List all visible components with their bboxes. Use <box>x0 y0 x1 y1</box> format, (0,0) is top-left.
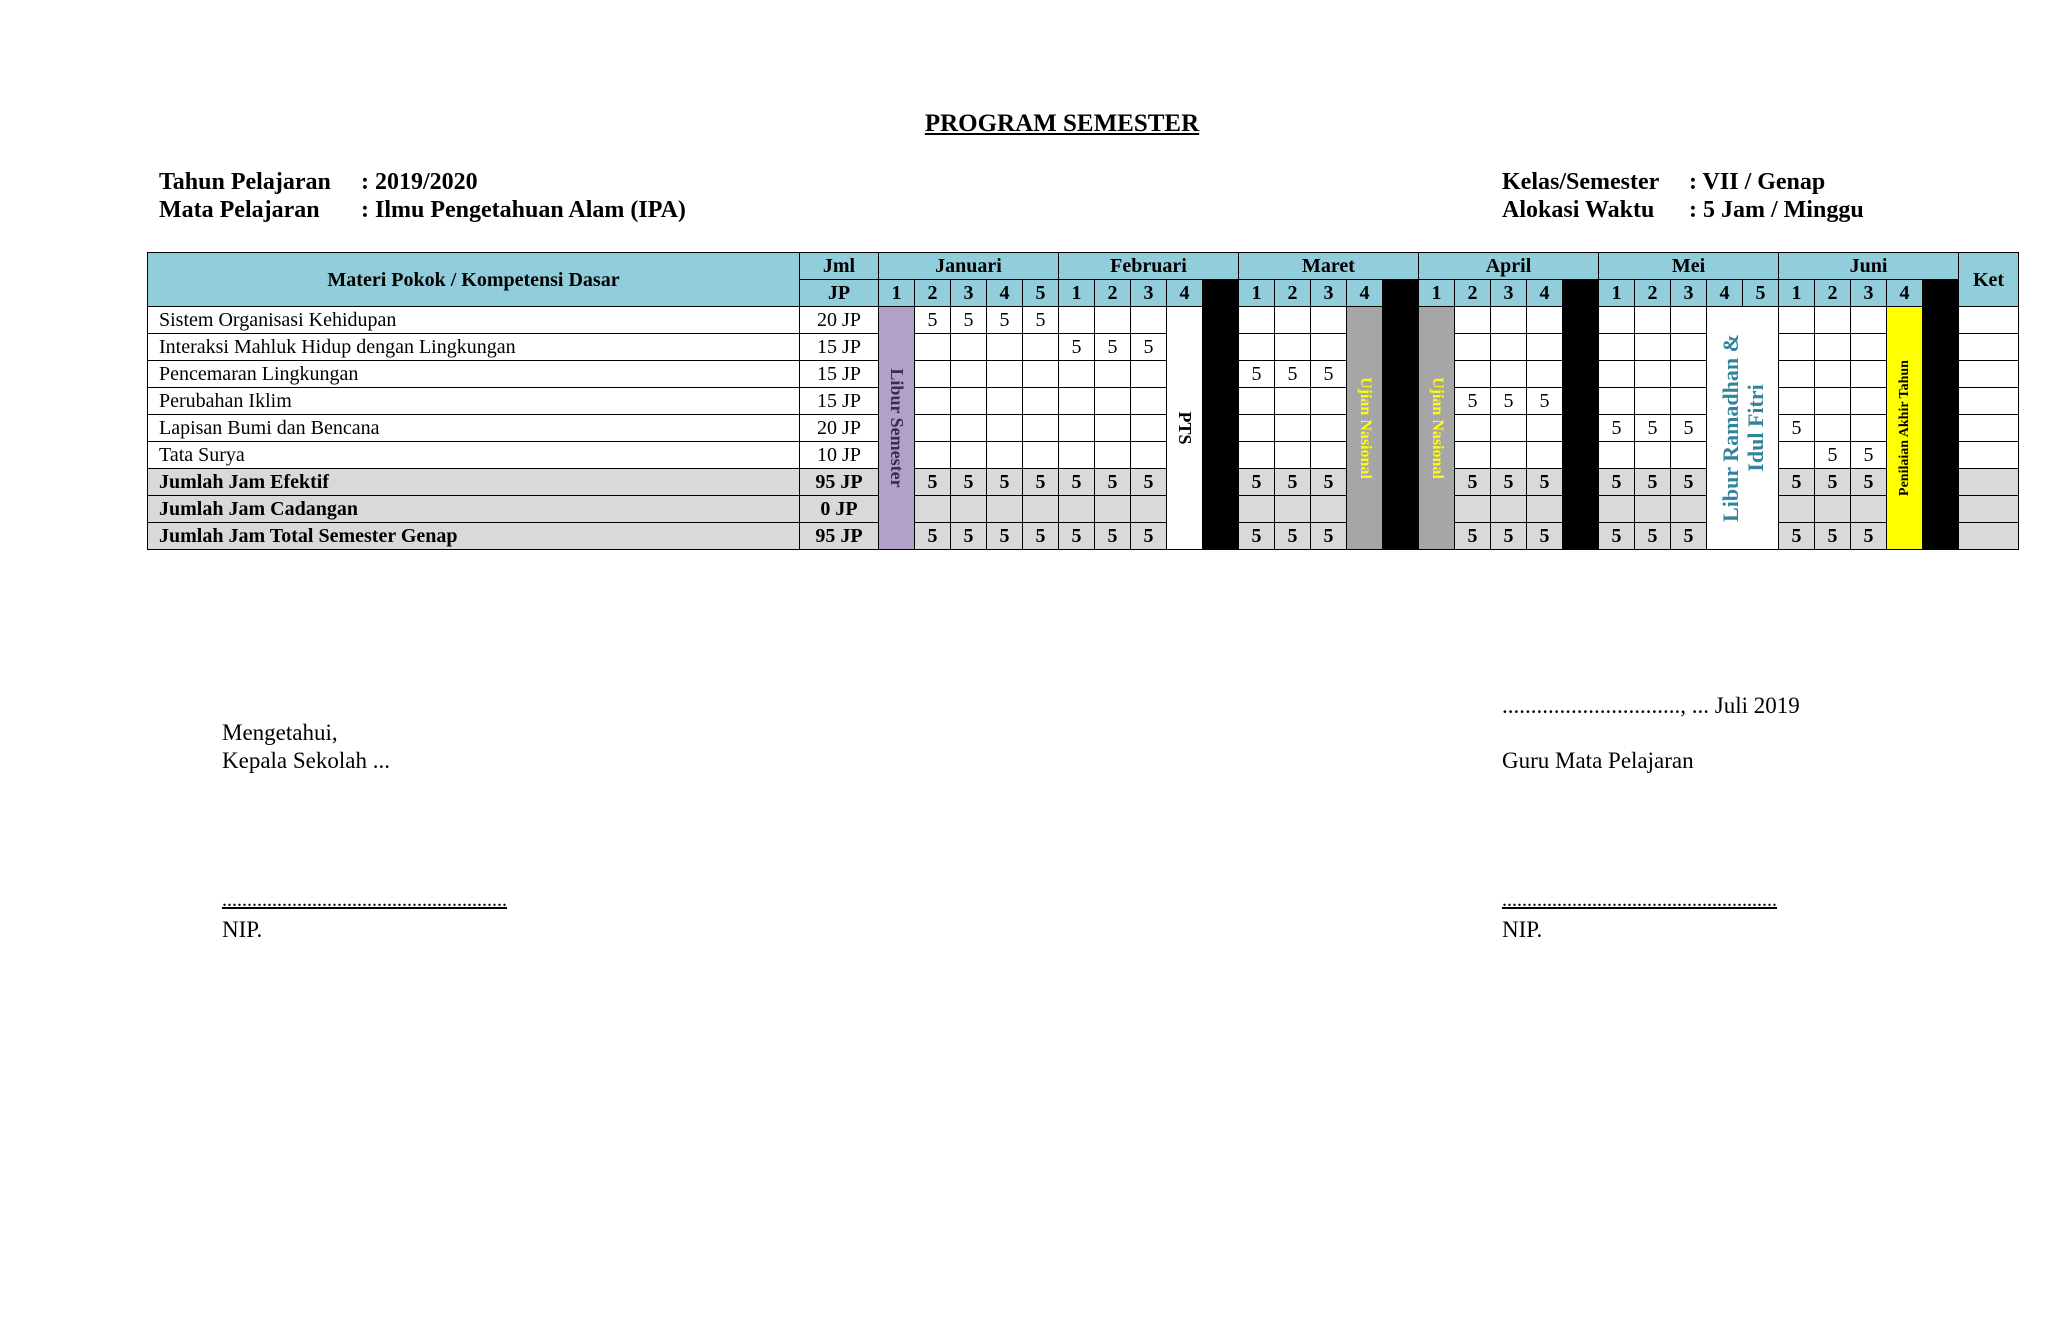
jml-cell: 10 JP <box>800 442 879 469</box>
black-column <box>1923 280 1959 307</box>
value-cell <box>1239 496 1275 523</box>
value-cell <box>987 334 1023 361</box>
value-cell <box>1023 442 1059 469</box>
vertical-label-cell <box>1419 307 1455 550</box>
value-cell <box>1635 307 1671 334</box>
value-cell: 5 <box>1059 334 1095 361</box>
value-cell <box>951 388 987 415</box>
info-value: : 2019/2020 <box>361 169 478 195</box>
value-cell <box>1059 307 1095 334</box>
info-label: Alokasi Waktu <box>1502 197 1655 223</box>
value-cell <box>1491 361 1527 388</box>
header-week: 3 <box>951 280 987 307</box>
value-cell: 5 <box>1815 442 1851 469</box>
value-cell <box>1599 442 1635 469</box>
value-cell <box>1599 388 1635 415</box>
header-month: Februari <box>1059 253 1239 280</box>
header-week: 4 <box>1887 280 1923 307</box>
info-left <box>159 168 686 224</box>
black-column <box>1203 307 1239 550</box>
header-week: 1 <box>1419 280 1455 307</box>
value-cell <box>1023 334 1059 361</box>
value-cell: 5 <box>1455 388 1491 415</box>
vertical-label-cell <box>1167 307 1203 550</box>
value-cell: 5 <box>1851 469 1887 496</box>
value-cell <box>1779 334 1815 361</box>
value-cell <box>1239 442 1275 469</box>
value-cell <box>1455 334 1491 361</box>
value-cell <box>1275 307 1311 334</box>
value-cell: 5 <box>1779 469 1815 496</box>
value-cell <box>1671 496 1707 523</box>
ket-cell <box>1959 388 2019 415</box>
header-week: 5 <box>1023 280 1059 307</box>
table-row <box>148 307 2019 334</box>
value-cell <box>1023 415 1059 442</box>
header-week: 3 <box>1851 280 1887 307</box>
info-kelas-semester <box>1502 168 1864 196</box>
value-cell <box>987 388 1023 415</box>
value-cell <box>1635 496 1671 523</box>
ket-cell <box>1959 523 2019 550</box>
value-cell <box>1239 334 1275 361</box>
materi-cell: Jumlah Jam Cadangan <box>148 496 800 523</box>
value-cell <box>1275 496 1311 523</box>
value-cell: 5 <box>1275 469 1311 496</box>
value-cell <box>1311 415 1347 442</box>
value-cell <box>1455 442 1491 469</box>
value-cell <box>1815 496 1851 523</box>
info-label: Kelas/Semester <box>1502 169 1660 195</box>
value-cell <box>1095 415 1131 442</box>
value-cell <box>1635 334 1671 361</box>
header-week: 5 <box>1743 280 1779 307</box>
program-semester-table <box>147 252 2019 550</box>
value-cell <box>915 415 951 442</box>
black-column <box>1923 307 1959 550</box>
header-month: Maret <box>1239 253 1419 280</box>
header-week: 2 <box>1815 280 1851 307</box>
value-cell <box>1527 334 1563 361</box>
sig-mengetahui: Mengetahui, <box>222 720 338 745</box>
sig-left-line: ......................................................... <box>222 889 507 911</box>
value-cell: 5 <box>1095 469 1131 496</box>
value-cell: 5 <box>1131 523 1167 550</box>
value-cell <box>1275 415 1311 442</box>
value-cell: 5 <box>1635 523 1671 550</box>
value-cell <box>1671 334 1707 361</box>
value-cell <box>1635 442 1671 469</box>
value-cell: 5 <box>1095 523 1131 550</box>
value-cell <box>1527 361 1563 388</box>
header-week: 2 <box>1455 280 1491 307</box>
value-cell <box>1131 361 1167 388</box>
info-value: : VII / Genap <box>1689 169 1826 195</box>
value-cell <box>1815 415 1851 442</box>
value-cell: 5 <box>1059 469 1095 496</box>
jml-cell: 95 JP <box>800 523 879 550</box>
header-week: 3 <box>1131 280 1167 307</box>
value-cell <box>1095 388 1131 415</box>
header-week: 2 <box>1275 280 1311 307</box>
vertical-label-cell <box>1347 307 1383 550</box>
value-cell: 5 <box>915 523 951 550</box>
sig-left-nip: NIP. <box>222 917 263 942</box>
value-cell: 5 <box>1491 469 1527 496</box>
jml-cell: 0 JP <box>800 496 879 523</box>
sig-right-nip: NIP. <box>1502 917 1543 942</box>
value-cell <box>1491 496 1527 523</box>
value-cell <box>1059 361 1095 388</box>
value-cell <box>987 361 1023 388</box>
value-cell: 5 <box>951 307 987 334</box>
header-month: April <box>1419 253 1599 280</box>
value-cell <box>1671 442 1707 469</box>
value-cell <box>987 496 1023 523</box>
value-cell <box>1779 388 1815 415</box>
vertical-label: Ujian Nasional <box>1428 377 1446 479</box>
value-cell <box>1455 496 1491 523</box>
value-cell: 5 <box>1239 361 1275 388</box>
header-materi: Materi Pokok / Kompetensi Dasar <box>148 253 800 307</box>
vertical-label: Libur Semester <box>886 368 907 488</box>
value-cell <box>1527 415 1563 442</box>
info-label: Tahun Pelajaran <box>159 169 331 195</box>
black-column <box>1563 307 1599 550</box>
value-cell <box>1095 496 1131 523</box>
value-cell <box>1095 361 1131 388</box>
value-cell <box>1851 388 1887 415</box>
black-column <box>1383 307 1419 550</box>
value-cell <box>1023 388 1059 415</box>
value-cell: 5 <box>1023 523 1059 550</box>
vertical-label-cell <box>879 307 915 550</box>
value-cell: 5 <box>1599 415 1635 442</box>
value-cell: 5 <box>1131 469 1167 496</box>
value-cell <box>1023 496 1059 523</box>
value-cell <box>915 496 951 523</box>
header-month: Juni <box>1779 253 1959 280</box>
info-value: : 5 Jam / Minggu <box>1689 197 1864 223</box>
header-week: 2 <box>915 280 951 307</box>
value-cell: 5 <box>987 307 1023 334</box>
value-cell: 5 <box>915 307 951 334</box>
value-cell <box>1527 496 1563 523</box>
value-cell: 5 <box>1275 523 1311 550</box>
value-cell <box>1275 334 1311 361</box>
value-cell: 5 <box>1023 307 1059 334</box>
value-cell <box>1311 496 1347 523</box>
sig-date: ..............................., ... Juli 2019 <box>1502 693 1800 718</box>
header-week: 3 <box>1671 280 1707 307</box>
value-cell <box>1491 415 1527 442</box>
value-cell: 5 <box>1779 415 1815 442</box>
header-week: 4 <box>1347 280 1383 307</box>
value-cell <box>951 496 987 523</box>
value-cell <box>915 388 951 415</box>
value-cell <box>951 361 987 388</box>
value-cell <box>1671 361 1707 388</box>
value-cell: 5 <box>1671 523 1707 550</box>
value-cell <box>1599 334 1635 361</box>
value-cell: 5 <box>1491 388 1527 415</box>
info-tahun-pelajaran <box>159 168 686 196</box>
value-cell <box>1131 388 1167 415</box>
value-cell: 5 <box>1635 469 1671 496</box>
value-cell <box>1095 307 1131 334</box>
value-cell <box>1671 307 1707 334</box>
materi-cell: Sistem Organisasi Kehidupan <box>148 307 800 334</box>
value-cell: 5 <box>987 469 1023 496</box>
value-cell <box>1059 388 1095 415</box>
value-cell: 5 <box>1239 523 1275 550</box>
value-cell: 5 <box>915 469 951 496</box>
ket-cell <box>1959 307 2019 334</box>
header-week: 3 <box>1491 280 1527 307</box>
sig-right-line: ....................................................... <box>1502 889 1777 911</box>
value-cell <box>1131 415 1167 442</box>
value-cell: 5 <box>1311 469 1347 496</box>
value-cell: 5 <box>987 523 1023 550</box>
materi-cell: Jumlah Jam Efektif <box>148 469 800 496</box>
value-cell: 5 <box>1851 523 1887 550</box>
header-row-months <box>148 253 2019 280</box>
value-cell <box>915 361 951 388</box>
value-cell: 5 <box>1671 469 1707 496</box>
value-cell <box>1851 361 1887 388</box>
value-cell <box>1851 415 1887 442</box>
value-cell <box>1635 388 1671 415</box>
value-cell <box>1131 307 1167 334</box>
value-cell <box>1527 442 1563 469</box>
sig-kepala-sekolah: Kepala Sekolah ... <box>222 748 390 773</box>
info-value: : Ilmu Pengetahuan Alam (IPA) <box>361 197 686 223</box>
value-cell: 5 <box>1815 523 1851 550</box>
value-cell <box>1455 307 1491 334</box>
value-cell: 5 <box>1599 469 1635 496</box>
value-cell <box>1059 442 1095 469</box>
header-month: Januari <box>879 253 1059 280</box>
value-cell: 5 <box>1311 523 1347 550</box>
header-week: 1 <box>879 280 915 307</box>
materi-cell: Lapisan Bumi dan Bencana <box>148 415 800 442</box>
value-cell <box>1779 442 1815 469</box>
value-cell <box>1527 307 1563 334</box>
value-cell: 5 <box>1527 388 1563 415</box>
header-week: 1 <box>1059 280 1095 307</box>
value-cell: 5 <box>1527 469 1563 496</box>
page-title: PROGRAM SEMESTER <box>924 110 1200 137</box>
value-cell: 5 <box>1023 469 1059 496</box>
value-cell: 5 <box>1599 523 1635 550</box>
value-cell <box>1779 496 1815 523</box>
value-cell <box>1059 415 1095 442</box>
materi-cell: Pencemaran Lingkungan <box>148 361 800 388</box>
value-cell <box>1779 307 1815 334</box>
header-week: 4 <box>1707 280 1743 307</box>
value-cell <box>1635 361 1671 388</box>
materi-cell: Interaksi Mahluk Hidup dengan Lingkungan <box>148 334 800 361</box>
header-week: 1 <box>1599 280 1635 307</box>
value-cell: 5 <box>1311 361 1347 388</box>
value-cell <box>915 334 951 361</box>
value-cell: 5 <box>1635 415 1671 442</box>
vertical-label-cell <box>1887 307 1923 550</box>
value-cell <box>1239 415 1275 442</box>
ket-cell <box>1959 496 2019 523</box>
value-cell: 5 <box>1851 442 1887 469</box>
value-cell <box>1239 307 1275 334</box>
value-cell <box>1131 442 1167 469</box>
header-week: 1 <box>1779 280 1815 307</box>
value-cell <box>1455 361 1491 388</box>
value-cell <box>1311 388 1347 415</box>
value-cell: 5 <box>951 469 987 496</box>
info-label: Mata Pelajaran <box>159 197 320 223</box>
value-cell: 5 <box>1455 469 1491 496</box>
value-cell <box>1599 307 1635 334</box>
value-cell <box>1491 334 1527 361</box>
value-cell <box>1491 307 1527 334</box>
value-cell <box>1491 442 1527 469</box>
value-cell <box>1131 496 1167 523</box>
value-cell <box>1599 361 1635 388</box>
vertical-label-cell <box>1707 307 1779 550</box>
header-jp: JP <box>800 280 879 307</box>
sig-guru: Guru Mata Pelajaran <box>1502 748 1694 773</box>
ket-cell <box>1959 415 2019 442</box>
value-cell: 5 <box>1779 523 1815 550</box>
jml-cell: 15 JP <box>800 361 879 388</box>
value-cell <box>1455 415 1491 442</box>
info-mata-pelajaran <box>159 196 686 224</box>
value-cell <box>1851 334 1887 361</box>
value-cell <box>1311 334 1347 361</box>
jml-cell: 95 JP <box>800 469 879 496</box>
value-cell: 5 <box>1815 469 1851 496</box>
value-cell <box>1815 307 1851 334</box>
ket-cell <box>1959 469 2019 496</box>
header-week: 4 <box>1527 280 1563 307</box>
black-column <box>1383 280 1419 307</box>
value-cell <box>951 442 987 469</box>
value-cell <box>1779 361 1815 388</box>
value-cell: 5 <box>1527 523 1563 550</box>
vertical-label: Libur Ramadhan & Idul Fitri <box>1717 334 1768 522</box>
value-cell <box>1671 388 1707 415</box>
jml-cell: 15 JP <box>800 388 879 415</box>
value-cell <box>951 334 987 361</box>
jml-cell: 15 JP <box>800 334 879 361</box>
value-cell <box>1275 388 1311 415</box>
value-cell: 5 <box>1455 523 1491 550</box>
value-cell: 5 <box>1671 415 1707 442</box>
value-cell: 5 <box>1275 361 1311 388</box>
vertical-label: Ujian Nasional <box>1356 377 1374 479</box>
value-cell <box>1311 442 1347 469</box>
value-cell <box>987 415 1023 442</box>
value-cell <box>1815 361 1851 388</box>
jml-cell: 20 JP <box>800 415 879 442</box>
value-cell <box>1815 388 1851 415</box>
header-ket: Ket <box>1959 253 2019 307</box>
materi-cell: Tata Surya <box>148 442 800 469</box>
header-week: 4 <box>987 280 1023 307</box>
value-cell <box>1599 496 1635 523</box>
value-cell <box>987 442 1023 469</box>
value-cell: 5 <box>1239 469 1275 496</box>
black-column <box>1203 280 1239 307</box>
value-cell <box>1275 442 1311 469</box>
value-cell <box>1023 361 1059 388</box>
value-cell: 5 <box>1491 523 1527 550</box>
materi-cell: Perubahan Iklim <box>148 388 800 415</box>
header-week: 2 <box>1635 280 1671 307</box>
materi-cell: Jumlah Jam Total Semester Genap <box>148 523 800 550</box>
value-cell <box>1851 307 1887 334</box>
header-month: Mei <box>1599 253 1779 280</box>
header-week: 3 <box>1311 280 1347 307</box>
ket-cell <box>1959 334 2019 361</box>
value-cell: 5 <box>1131 334 1167 361</box>
header-week: 1 <box>1239 280 1275 307</box>
value-cell: 5 <box>951 523 987 550</box>
black-column <box>1563 280 1599 307</box>
value-cell <box>1851 496 1887 523</box>
value-cell <box>915 442 951 469</box>
ket-cell <box>1959 442 2019 469</box>
header-jml: Jml <box>800 253 879 280</box>
value-cell: 5 <box>1095 334 1131 361</box>
value-cell <box>951 415 987 442</box>
value-cell <box>1059 496 1095 523</box>
value-cell <box>1815 334 1851 361</box>
value-cell <box>1239 388 1275 415</box>
info-right <box>1502 168 1864 224</box>
header-week: 4 <box>1167 280 1203 307</box>
value-cell <box>1311 307 1347 334</box>
header-week: 2 <box>1095 280 1131 307</box>
jml-cell: 20 JP <box>800 307 879 334</box>
info-alokasi-waktu <box>1502 196 1864 224</box>
value-cell <box>1095 442 1131 469</box>
ket-cell <box>1959 361 2019 388</box>
vertical-label: PTS <box>1174 411 1195 445</box>
value-cell: 5 <box>1059 523 1095 550</box>
vertical-label: Penilaian Akhir Tahun <box>1896 360 1912 496</box>
